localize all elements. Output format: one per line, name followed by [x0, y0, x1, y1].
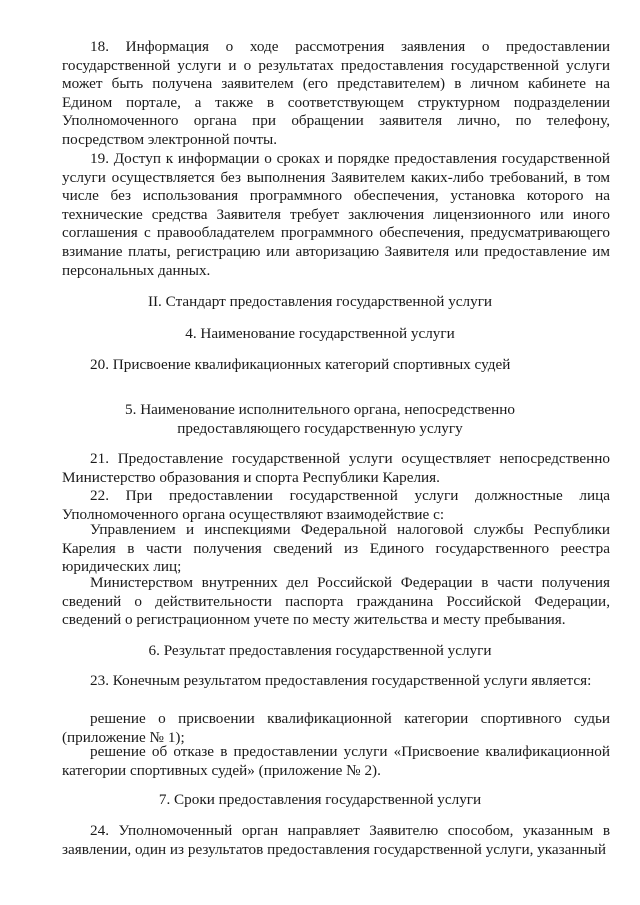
paragraph-22: 22. При предоставлении государственной услуги должностные лица Уполномоченного органа осуществляют взаимодействие с:: [62, 487, 610, 523]
paragraph-22-item-a: Управлением и инспекциями Федеральной налоговой службы Республики Карелия в части получения сведений из Единого государственного реестра юридических лиц;: [62, 521, 610, 576]
paragraph-23-item-a: решение о присвоении квалификационной категории спортивного судьи (приложение № 1);: [62, 710, 610, 746]
paragraph-23-item-b: решение об отказе в предоставлении услуги «Присвоение квалификационной категории спортивных судей» (приложение № 2).: [62, 743, 610, 779]
paragraph-19: 19. Доступ к информации о сроках и порядке предоставления государственной услуги осуществляется без выполнения Заявителем каких-либо требований, в том числе без использования программного обеспечения, установка которого на технические средства Заявителя требует заключения лицензионного или иного соглашения с правообладателем программного обеспечения, предусматривающего взимание платы, регистрацию или авторизацию Заявителя или предоставление им персональных данных.: [62, 150, 610, 279]
paragraph-18: 18. Информация о ходе рассмотрения заявления о предоставлении государственной услуги и о результатах предоставления государственной услуги может быть получена заявителем (его представителем) в личном кабинете на Едином портале, а также в соответствующем структурном подразделении Уполномоченного органа при обращении заявителя лично, по телефону, посредством электронной почты.: [62, 38, 610, 148]
subheading-7: 7. Сроки предоставления государственной услуги: [158, 791, 482, 808]
paragraph-24: 24. Уполномоченный орган направляет Заявителю способом, указанным в заявлении, один из результатов предоставления государственной услуги, указанный: [62, 822, 610, 858]
section-heading-ii: II. Стандарт предоставления государственной услуги: [147, 293, 493, 310]
paragraph-21: 21. Предоставление государственной услуги осуществляет непосредственно Министерство образования и спорта Республики Карелия.: [62, 450, 610, 486]
subheading-5-line1: 5. Наименование исполнительного органа, непосредственно: [125, 401, 515, 418]
subheading-6: 6. Результат предоставления государственной услуги: [148, 642, 492, 659]
paragraph-20: 20. Присвоение квалификационных категорий спортивных судей: [90, 356, 511, 373]
subheading-4: 4. Наименование государственной услуги: [185, 325, 455, 342]
paragraph-22-item-b: Министерством внутренних дел Российской Федерации в части получения сведений о действительности паспорта гражданина Российской Федерации, сведений о регистрационном учете по месту жительства и месту пребывания.: [62, 574, 610, 629]
subheading-5-line2: предоставляющего государственную услугу: [177, 420, 463, 437]
paragraph-23: 23. Конечным результатом предоставления государственной услуги является:: [90, 672, 592, 689]
